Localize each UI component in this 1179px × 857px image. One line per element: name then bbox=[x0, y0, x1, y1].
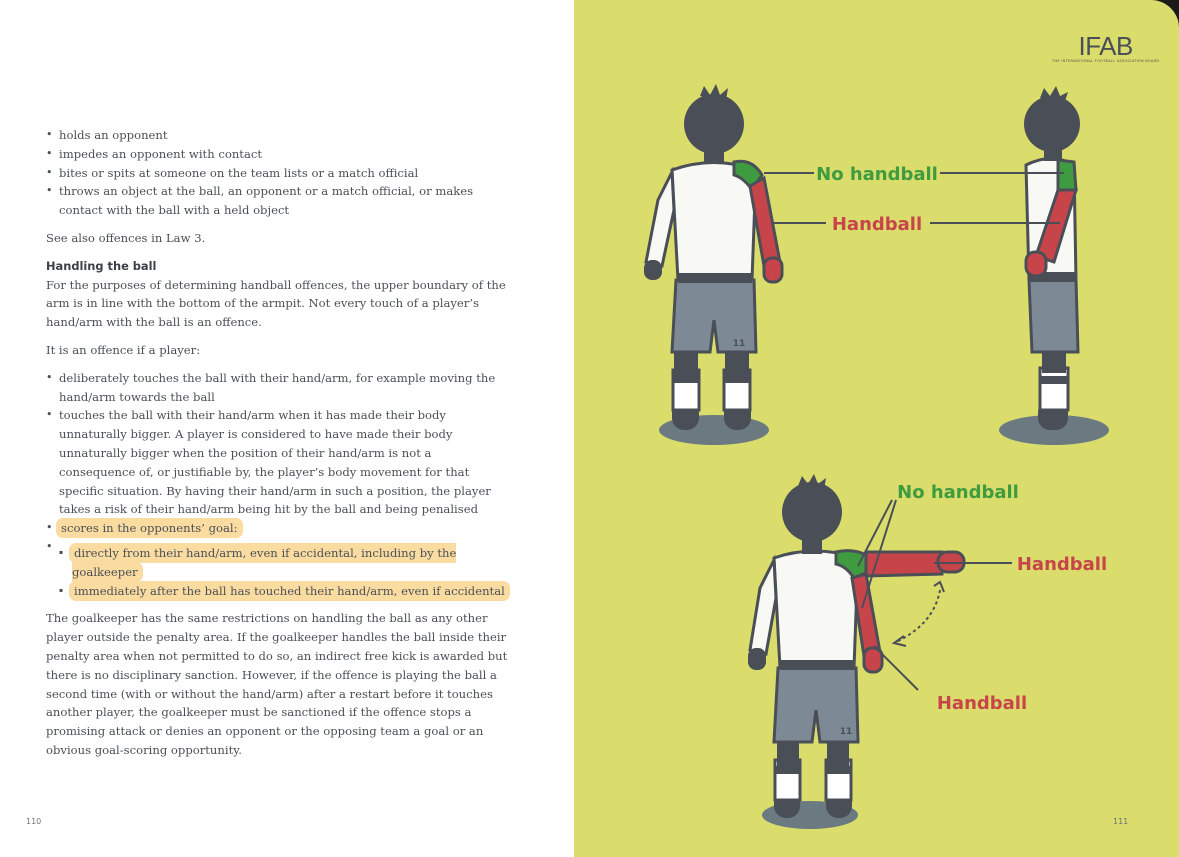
no-handball-label: No handball bbox=[816, 164, 938, 185]
sublist-item bbox=[46, 544, 508, 582]
see-also-text: See also offences in Law 3. bbox=[46, 230, 206, 245]
player-front-figure bbox=[644, 84, 782, 445]
list-item bbox=[46, 519, 508, 538]
player-side-figure bbox=[999, 86, 1109, 445]
list-item: • bites or spits at someone on the team lists or a match official bbox=[46, 164, 508, 183]
list-item: • touches the ball with their hand/arm when it has made their body unnaturally bigger. A player is considered to have made their body unnaturally bigger when the position of their hand/arm is not a consequence of, or justifiable by, the player’s body movement for that specific situation. By having their hand/arm in such a position, the player takes a risk of their hand/arm being hit by the ball and being penalised bbox=[46, 406, 508, 519]
handball-illustration bbox=[574, 0, 1179, 857]
offence-list-1 bbox=[46, 126, 508, 220]
offence-list-2 bbox=[46, 369, 508, 601]
handball-label: Handball bbox=[936, 693, 1028, 714]
player-arm-raised-figure bbox=[748, 474, 964, 829]
highlighted-text: scores in the opponents’ goal: bbox=[61, 521, 238, 536]
law-text bbox=[46, 126, 508, 760]
intro-paragraph: For the purposes of determining handball offences, the upper boundary of the arm is in line with the bottom of the armpit. Not every touch of a player’s hand/arm with the ball is an offence. bbox=[46, 277, 506, 330]
highlighted-text: directly from their hand/arm, even if accidental, including by the goalkeeper bbox=[72, 545, 457, 579]
handball-label: Handball bbox=[831, 214, 923, 235]
page-number: 110 bbox=[26, 817, 42, 826]
shirt-number: 11 bbox=[839, 727, 853, 737]
goalkeeper-paragraph: The goalkeeper has the same restrictions on handling the ball as any other player outside the penalty area. If the goalkeeper handles the ball inside their penalty area when not permitted to do so, an indirect free kick is awarded but there is no disciplinary sanction. However, if the offence is playing the ball a second time (with or without the hand/arm) after a restart before it touches another player, the goalkeeper must be sanctioned if the offence stops a promising attack or denies an opponent or the opposing team a goal or an obvious goal-scoring opportunity. bbox=[46, 611, 508, 757]
shirt-number: 11 bbox=[732, 339, 746, 349]
sublist-item bbox=[46, 582, 508, 601]
no-handball-label: No handball bbox=[897, 482, 1019, 503]
list-item: • holds an opponent bbox=[46, 126, 508, 145]
left-page bbox=[0, 0, 574, 857]
section-heading: Handling the ball bbox=[46, 258, 157, 273]
ifab-logo: IFAB THE INTERNATIONAL FOOTBALL ASSOCIATION BOARD bbox=[1052, 31, 1160, 63]
page-number: 111 bbox=[1113, 817, 1129, 826]
list-item: • throws an object at the ball, an opponent or a match official, or makes contact with the ball with a held object bbox=[46, 182, 508, 220]
list-item: • impedes an opponent with contact bbox=[46, 145, 508, 164]
right-page bbox=[574, 0, 1179, 857]
handball-label: Handball bbox=[1016, 554, 1108, 575]
list-item: • deliberately touches the ball with their hand/arm, for example moving the hand/arm towards the ball bbox=[46, 369, 508, 407]
highlighted-text: immediately after the ball has touched their hand/arm, even if accidental bbox=[74, 583, 505, 598]
offence-intro: It is an offence if a player: bbox=[46, 342, 201, 357]
